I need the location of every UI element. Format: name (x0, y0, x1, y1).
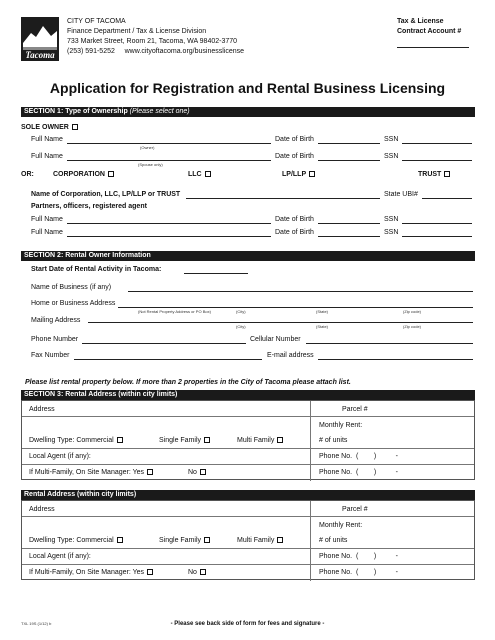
email-label: E-mail address (267, 352, 314, 359)
page-title: Application for Registration and Rental Business Licensing (49, 80, 446, 96)
fax-label: Fax Number (31, 352, 70, 359)
home-address-field[interactable] (118, 307, 473, 308)
owner-ssn-label: SSN (384, 136, 399, 143)
partner-2-full-name-label: Full Name (31, 229, 63, 236)
header-address: 733 Market Street, Room 21, Tacoma, WA 98402-3770 (67, 38, 238, 45)
s4-phone-label: Phone No. ( ) - (319, 553, 398, 560)
start-date-field[interactable] (184, 273, 248, 274)
mailing-city-note: (City) (236, 324, 246, 329)
spouse-full-name-label: Full Name (31, 153, 63, 160)
phone-field[interactable] (82, 343, 246, 344)
s3-multi-family: Multi Family (237, 436, 283, 445)
s4-manager-yes-checkbox[interactable] (147, 569, 153, 575)
partner-2-ssn-label: SSN (384, 229, 399, 236)
s3-parcel-label: Parcel # (342, 406, 368, 413)
state-ubi-field[interactable] (422, 198, 472, 199)
s3-dwelling-commercial: Dwelling Type: Commercial (29, 436, 123, 445)
partner-1-dob-field[interactable] (318, 223, 380, 224)
s4-parcel-label: Parcel # (342, 506, 368, 513)
s3-manager-yes-checkbox[interactable] (147, 469, 153, 475)
partner-2-ssn-field[interactable] (402, 236, 472, 237)
account-label-2: Contract Account # (397, 28, 462, 35)
owner-full-name-label: Full Name (31, 136, 63, 143)
s4-single-family: Single Family (159, 536, 210, 545)
partner-2-dob-field[interactable] (318, 236, 380, 237)
section-1-title: SECTION 1: Type of Ownership (24, 108, 128, 115)
owner-note: (Owner) (140, 145, 155, 150)
home-street-note: (Not Rental Property Address or PO Box) (138, 309, 211, 314)
spouse-note: (Spouse only) (138, 162, 163, 167)
s3-units-label: # of units (319, 437, 348, 444)
partner-1-full-name-field[interactable] (67, 223, 271, 224)
s4-dwelling-commercial: Dwelling Type: Commercial (29, 536, 123, 545)
s4-multi-family: Multi Family (237, 536, 283, 545)
section-3-header (21, 390, 475, 400)
footer-note: - Please see back side of form for fees and signature - (170, 621, 325, 627)
mailing-zip-note: (Zip code) (403, 324, 422, 329)
s4-address-label: Address (29, 506, 55, 513)
rental-instruction: Please list rental property below. If more than 2 properties in the City of Tacoma please attach list. (25, 379, 351, 386)
partner-2-full-name-field[interactable] (67, 236, 271, 237)
s3-single-family: Single Family (159, 436, 210, 445)
s4-manager-yes: If Multi-Family, On Site Manager: Yes (29, 568, 153, 577)
llp-option: LP/LLP (282, 170, 315, 179)
home-zip-note: (Zip code) (403, 309, 422, 314)
city-logo (21, 17, 59, 61)
home-state-note: (State) (316, 309, 329, 314)
owner-full-name-field[interactable] (67, 143, 271, 144)
spouse-ssn-field[interactable] (402, 160, 472, 161)
corporation-option: CORPORATION (53, 170, 114, 179)
header-division: Finance Department / Tax & License Division (67, 28, 207, 35)
sole-owner-label: SOLE OWNER (21, 123, 78, 132)
owner-ssn-field[interactable] (402, 143, 472, 144)
fax-field[interactable] (74, 359, 262, 360)
spouse-dob-field[interactable] (318, 160, 380, 161)
partner-1-full-name-label: Full Name (31, 216, 63, 223)
header-contact: (253) 591-5252 www.cityoftacoma.org/businesslicense (67, 48, 245, 55)
s3-commercial-checkbox[interactable] (117, 437, 123, 443)
s3-multi-family-checkbox[interactable] (277, 437, 283, 443)
s4-manager-no: No (188, 568, 206, 577)
partners-label: Partners, officers, registered agent (31, 203, 147, 210)
llc-option: LLC (188, 170, 211, 179)
account-number-field[interactable] (397, 47, 469, 48)
partner-1-dob-label: Date of Birth (275, 216, 314, 223)
form-code: TXL 19S (1/12) b (21, 621, 52, 626)
trust-option: TRUST (418, 170, 450, 179)
s4-monthly-rent-label: Monthly Rent: (319, 522, 363, 529)
llp-checkbox[interactable] (309, 171, 315, 177)
email-field[interactable] (318, 359, 473, 360)
spouse-dob-label: Date of Birth (275, 153, 314, 160)
corp-name-field[interactable] (186, 198, 380, 199)
mailing-address-field[interactable] (88, 322, 473, 323)
section-2-title: SECTION 2: Rental Owner Information (24, 252, 151, 259)
s4-multi-family-checkbox[interactable] (277, 537, 283, 543)
start-date-label: Start Date of Rental Activity in Tacoma: (31, 266, 162, 273)
s3-manager-no: No (188, 468, 206, 477)
mailing-address-label: Mailing Address (31, 317, 81, 324)
s3-manager-yes: If Multi-Family, On Site Manager: Yes (29, 468, 153, 477)
section-1-note: (Please select one) (129, 108, 190, 115)
section-4-table (21, 500, 475, 580)
corporation-checkbox[interactable] (108, 171, 114, 177)
s3-manager-phone-label: Phone No. ( ) - (319, 469, 398, 476)
section-4-header (21, 490, 475, 500)
home-address-label: Home or Business Address (31, 300, 116, 307)
s4-manager-phone-label: Phone No. ( ) - (319, 569, 398, 576)
section-4-title: Rental Address (within city limits) (24, 491, 137, 498)
section-2-header (21, 251, 475, 261)
partner-2-dob-label: Date of Birth (275, 229, 314, 236)
llc-checkbox[interactable] (205, 171, 211, 177)
s4-single-family-checkbox[interactable] (204, 537, 210, 543)
corp-name-label: Name of Corporation, LLC, LP/LLP or TRUST (31, 191, 181, 198)
section-3-table (21, 400, 475, 480)
s4-units-label: # of units (319, 537, 348, 544)
spouse-full-name-field[interactable] (67, 160, 271, 161)
phone-label: Phone Number (31, 336, 79, 343)
partner-1-ssn-field[interactable] (402, 223, 472, 224)
s3-phone-label: Phone No. ( ) - (319, 453, 398, 460)
business-name-field[interactable] (128, 291, 473, 292)
state-ubi-label: State UBI# (384, 191, 418, 198)
or-label: OR: (21, 171, 34, 178)
s3-single-family-checkbox[interactable] (204, 437, 210, 443)
s3-address-label: Address (29, 406, 55, 413)
spouse-ssn-label: SSN (384, 153, 399, 160)
s3-local-agent-label: Local Agent (if any): (29, 453, 91, 460)
owner-dob-field[interactable] (318, 143, 380, 144)
header-city: CITY OF TACOMA (67, 18, 126, 25)
s4-local-agent-label: Local Agent (if any): (29, 553, 91, 560)
s4-manager-no-checkbox[interactable] (200, 569, 206, 575)
s3-manager-no-checkbox[interactable] (200, 469, 206, 475)
logo-wordmark: Tacoma (25, 50, 55, 60)
business-name-label: Name of Business (if any) (31, 284, 112, 291)
s3-monthly-rent-label: Monthly Rent: (319, 422, 363, 429)
home-city-note: (City) (236, 309, 246, 314)
sole-owner-checkbox[interactable] (72, 124, 78, 130)
section-1-header (21, 107, 475, 117)
mailing-state-note: (State) (316, 324, 329, 329)
cellular-field[interactable] (306, 343, 473, 344)
s4-commercial-checkbox[interactable] (117, 537, 123, 543)
partner-1-ssn-label: SSN (384, 216, 399, 223)
cellular-label: Cellular Number (250, 336, 301, 343)
section-3-title: SECTION 3: Rental Address (within city limits) (24, 391, 178, 398)
owner-dob-label: Date of Birth (275, 136, 314, 143)
account-label-1: Tax & License (397, 18, 444, 25)
trust-checkbox[interactable] (444, 171, 450, 177)
